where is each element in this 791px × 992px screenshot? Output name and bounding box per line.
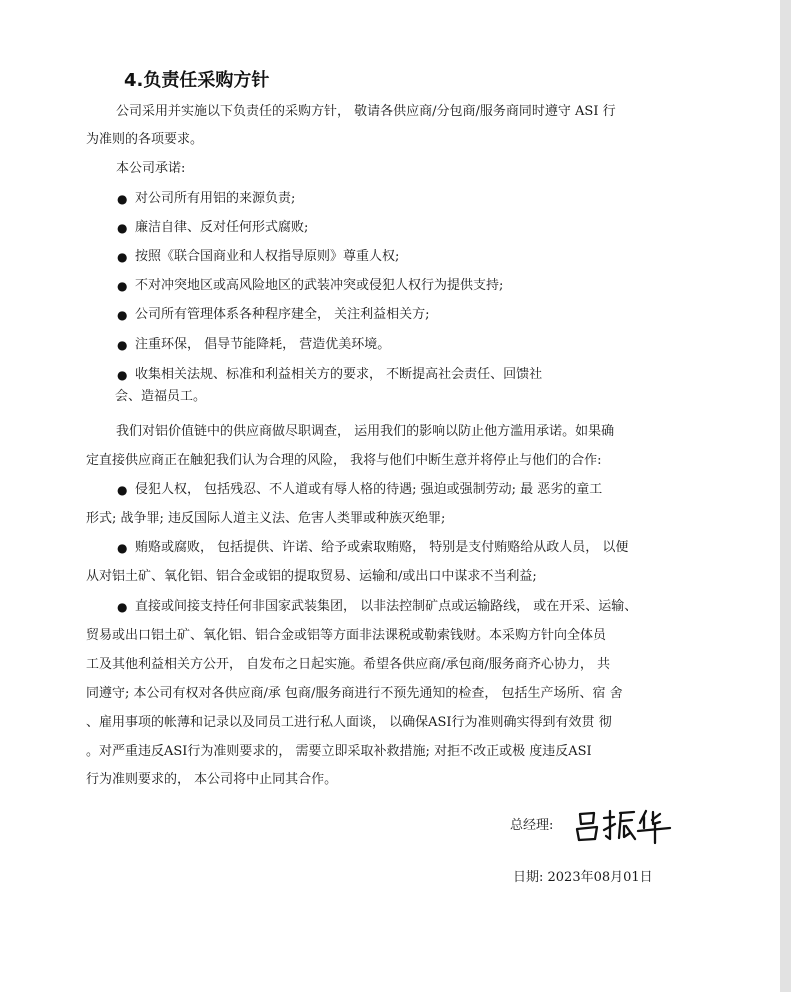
violation-line: 从对铝土矿、氧化铝、铝合金或铝的提取贸易、运输和/或出口中谋求不当利益;: [86, 569, 537, 584]
violation-line: 。对严重违反ASI行为准则要求的， 需要立即采取补救措施; 对拒不改正或极 度违反ASI: [86, 744, 592, 759]
commitment-label: 本公司承诺:: [116, 161, 186, 176]
bullet-icon: ●: [117, 483, 128, 497]
commitment-item: 廉洁自律、反对任何形式腐败;: [135, 220, 309, 235]
due-diligence-line-2: 定直接供应商正在触犯我们认为合理的风险， 我将与他们中断生意并将停止与他们的合作:: [86, 453, 602, 468]
due-diligence-line-1: 我们对铝价值链中的供应商做尽职调查， 运用我们的影响以防止他方滥用承诺。如果确: [116, 424, 615, 439]
date-line: 日期: 2023年08月01日: [513, 870, 653, 885]
section-heading: 4.负责任采购方针: [124, 70, 270, 91]
commitment-continuation: 会、造福员工。: [115, 389, 207, 404]
bullet-icon: ●: [117, 221, 128, 235]
handwritten-signature: [574, 806, 678, 846]
violation-line: 直接或间接支持任何非国家武装集团， 以非法控制矿点或运输路线， 或在开采、运输、: [135, 599, 638, 614]
violation-line: 同遵守; 本公司有权对各供应商/承 包商/服务商进行不预先通知的检查， 包括生产场所、宿 舍: [86, 686, 623, 701]
commitment-item: 收集相关法规、标准和利益相关方的要求， 不断提高社会责任、回馈社: [135, 367, 543, 382]
commitment-item: 公司所有管理体系各种程序建全， 关注利益相关方;: [135, 307, 430, 322]
intro-line-1: 公司采用并实施以下负责任的采购方针， 敬请各供应商/分包商/服务商同时遵守 ASI 行: [116, 104, 616, 119]
bullet-icon: ●: [117, 368, 128, 382]
violation-line: 形式; 战争罪; 违反国际人道主义法、危害人类罪或种族灭绝罪;: [86, 511, 446, 526]
violation-line: 贿赂或腐败， 包括提供、许诺、给予或索取贿赂， 特别是支付贿赂给从政人员， 以便: [135, 540, 629, 555]
commitment-item: 注重环保， 倡导节能降耗， 营造优美环境。: [135, 337, 391, 352]
bullet-icon: ●: [117, 541, 128, 555]
violation-line: 工及其他利益相关方公开， 自发布之日起实施。希望各供应商/承包商/服务商齐心协力， 共: [86, 657, 611, 672]
commitment-item: 按照《联合国商业和人权指导原则》尊重人权;: [135, 249, 400, 264]
bullet-icon: ●: [117, 192, 128, 206]
violation-line: 行为准则要求的， 本公司将中止同其合作。: [86, 772, 338, 787]
bullet-icon: ●: [117, 308, 128, 322]
violation-line: 侵犯人权， 包括残忍、不人道或有辱人格的待遇; 强迫或强制劳动; 最 恶劣的童工: [135, 482, 603, 497]
vertical-scrollbar[interactable]: [780, 0, 791, 992]
violation-line: 贸易或出口铝土矿、氧化铝、铝合金或铝等方面非法课税或勒索钱财。本采购方针向全体员: [86, 628, 607, 643]
bullet-icon: ●: [117, 338, 128, 352]
bullet-icon: ●: [117, 600, 128, 614]
violation-line: 、雇用事项的帐薄和记录以及同员工进行私人面谈， 以确保ASI行为准则确实得到有效贯 彻: [86, 715, 612, 730]
signature-label: 总经理:: [510, 818, 554, 833]
commitment-item: 对公司所有用铝的来源负责;: [135, 191, 296, 206]
intro-line-2: 为准则的各项要求。: [86, 132, 204, 147]
commitment-item: 不对冲突地区或高风险地区的武装冲突或侵犯人权行为提供支持;: [135, 278, 504, 293]
bullet-icon: ●: [117, 279, 128, 293]
bullet-icon: ●: [117, 250, 128, 264]
